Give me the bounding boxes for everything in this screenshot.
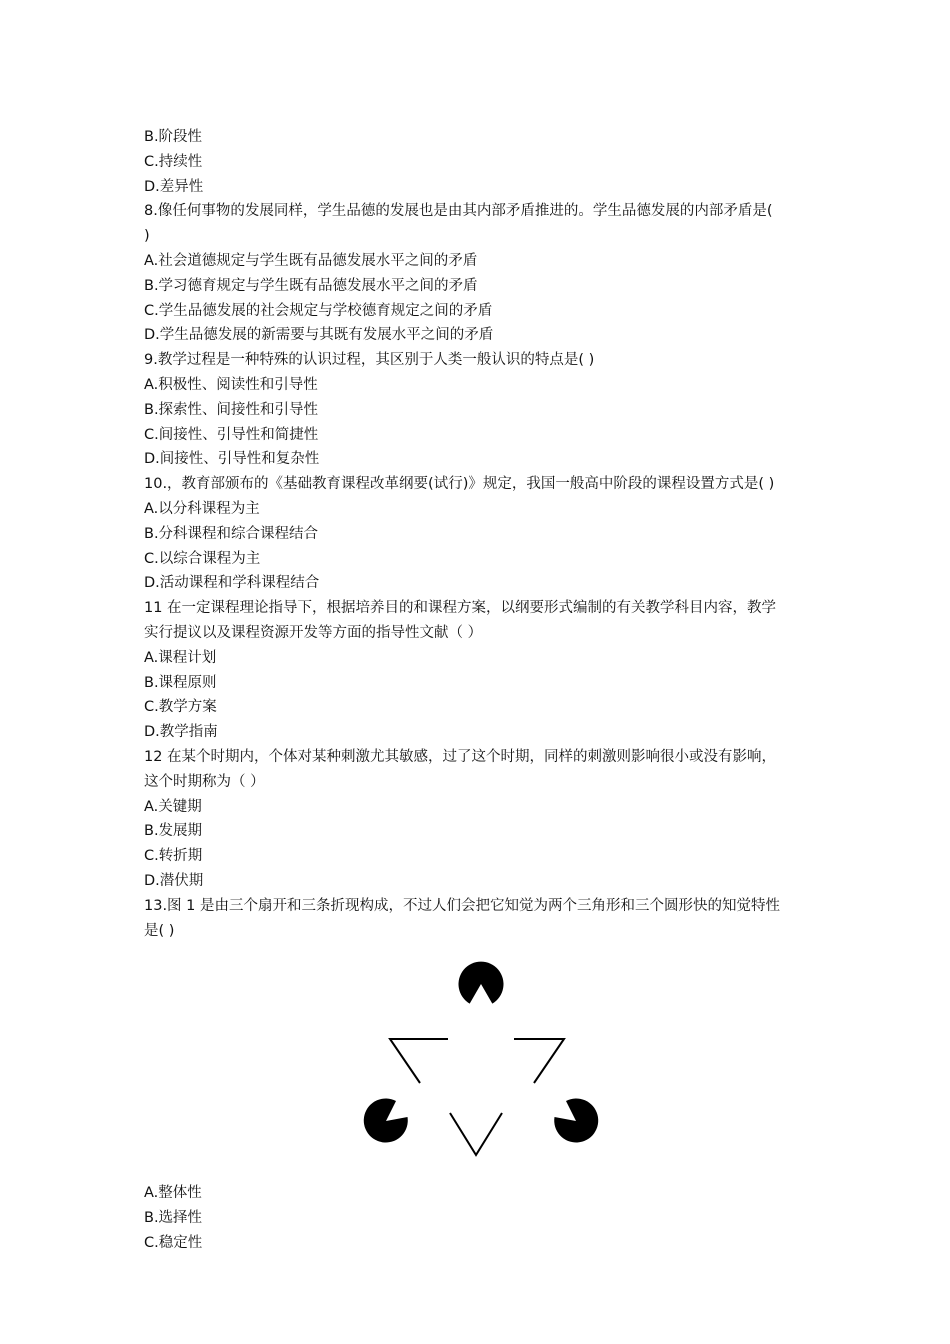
text-line: C.教学方案 [144, 699, 217, 716]
text-line: C.稳定性 [144, 1234, 203, 1251]
text-line: 10.，教育部颁布的《基础教育课程改革纲要(试行)》规定，我国一般高中阶段的课程设置方式是( ) [144, 476, 775, 493]
text-line: 12 在某个时期内，个体对某种刺激尤其敏感，过了这个时期，同样的刺激则影响很小或没有影响， [144, 748, 777, 765]
text-line: A.以分科课程为主 [144, 500, 260, 517]
text-line: 是( ) [144, 922, 175, 939]
kanizsa-triangle-figure [356, 959, 606, 1159]
text-line: A.整体性 [144, 1184, 202, 1201]
text-line: 13.图 1 是由三个扇开和三条折现构成，不过人们会把它知觉为两个三角形和三个圆形快的知觉特性 [144, 897, 780, 914]
text-line: A.社会道德规定与学生既有品德发展水平之间的矛盾 [144, 252, 478, 269]
text-line: C.间接性、引导性和简捷性 [144, 426, 319, 443]
text-line: 11 在一定课程理论指导下，根据培养目的和课程方案，以纲要形式编制的有关教学科目内容，教学 [144, 600, 777, 617]
text-line: 8.像任何事物的发展同样，学生品德的发展也是由其内部矛盾推进的。学生品德发展的内部矛盾是( [144, 203, 773, 220]
text-line: B.发展期 [144, 823, 203, 840]
text-line: B.阶段性 [144, 129, 203, 145]
text-line: D.学生品德发展的新需要与其既有发展水平之间的矛盾 [144, 327, 494, 344]
text-line: B.选择性 [144, 1209, 203, 1226]
q13-options [144, 1181, 202, 1255]
chevron-upper-right [514, 1039, 564, 1083]
text-line: 这个时期称为（ ） [144, 773, 265, 790]
pacman-top [459, 962, 504, 1004]
text-line: A.关键期 [144, 798, 202, 815]
text-line: C.以综合课程为主 [144, 550, 261, 567]
text-line: B.学习德育规定与学生既有品德发展水平之间的矛盾 [144, 277, 478, 294]
text-line: B.课程原则 [144, 674, 217, 691]
text-line: C.转折期 [144, 848, 203, 865]
text-line: B.分科课程和综合课程结合 [144, 525, 319, 542]
text-line: ) [144, 228, 150, 245]
text-line: D.潜伏期 [144, 872, 204, 889]
text-line: 9.教学过程是一种特殊的认识过程，其区别于人类一般认识的特点是( ) [144, 352, 595, 369]
chevron-bottom [450, 1113, 502, 1155]
pacman-bottom-left [364, 1099, 408, 1143]
text-line: D.差异性 [144, 178, 204, 195]
text-line: A.积极性、阅读性和引导性 [144, 376, 318, 393]
document-page [144, 125, 824, 1251]
figure-row [144, 943, 824, 1251]
text-line: B.探索性、间接性和引导性 [144, 401, 319, 418]
text-line: C.持续性 [144, 153, 203, 170]
text-line: D.活动课程和学科课程结合 [144, 575, 320, 592]
pacman-bottom-right [554, 1099, 598, 1143]
text-line: D.教学指南 [144, 724, 218, 741]
text-line: C.学生品德发展的社会规定与学校德育规定之间的矛盾 [144, 302, 493, 319]
text-line: A.课程计划 [144, 649, 217, 666]
question-text-block [144, 125, 824, 943]
text-line: 实行提议以及课程资源开发等方面的指导性文献（ ） [144, 624, 483, 641]
chevron-upper-left [390, 1039, 448, 1083]
text-line: D.间接性、引导性和复杂性 [144, 451, 320, 468]
